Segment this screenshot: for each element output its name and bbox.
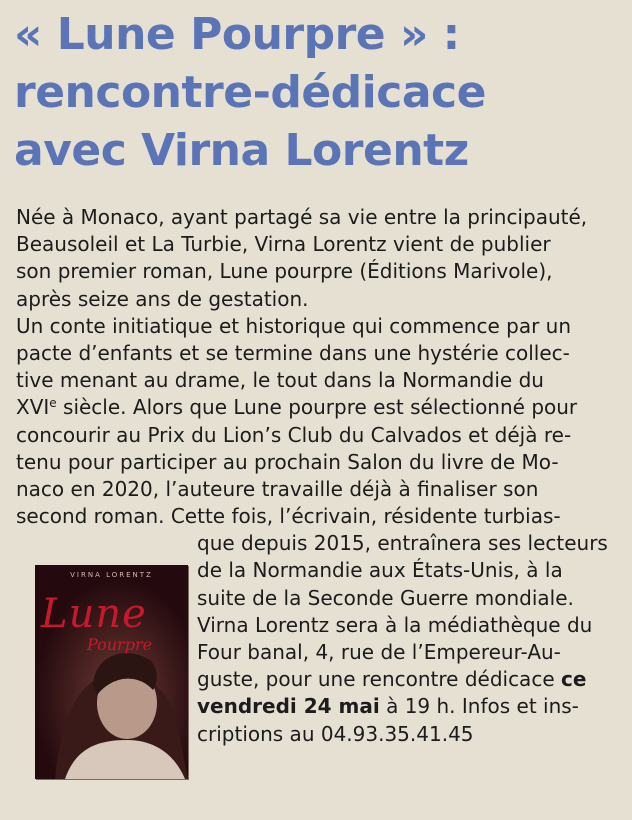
body-line-6: pacte d’enfants et se termine dans une hystérie collec-: [16, 340, 570, 365]
headline-line-1: « Lune Pourpre » :: [14, 9, 460, 60]
headline: [14, 6, 624, 180]
body-line-7: tive menant au drame, le tout dans la Normandie du: [16, 368, 544, 393]
body-line-17: Four banal, 4, rue de l’Empereur-Au-: [197, 640, 561, 664]
body-line-20: criptions au 04.93.35.41.45: [197, 721, 474, 746]
headline-line-2: rencontre-dédicace: [14, 67, 486, 118]
book-cover-image: [35, 565, 188, 779]
body-line-16: Virna Lorentz sera à la médiathèque du: [197, 612, 593, 637]
body-line-10: tenu pour participer au prochain Salon du livre de Mo-: [16, 449, 559, 474]
body-line-5: Un conte initiatique et historique qui commence par un: [16, 313, 572, 338]
body-line-9: concourir au Prix du Lion’s Club du Calvados et déjà re-: [16, 422, 572, 447]
body-line-12: second roman. Cette fois, l’écrivain, résidente turbias-: [16, 504, 561, 529]
body-line-11: naco en 2020, l’auteure travaille déjà à finaliser son: [16, 476, 539, 501]
cover-title: Lune: [41, 591, 147, 637]
cover-author: VIRNA LORENTZ: [70, 571, 153, 579]
body-line-8: [16, 394, 616, 421]
body-line-13: que depuis 2015, entraînera ses lecteurs: [197, 531, 608, 556]
body-line-3: son premier roman, Lune pourpre (Éditions Marivole),: [16, 259, 553, 284]
body-line-4: après seize ans de gestation.: [16, 286, 309, 311]
headline-line-3: avec Virna Lorentz: [14, 125, 469, 176]
body-line-2: Beausoleil et La Turbie, Virna Lorentz vient de publier: [16, 232, 551, 257]
body-line-15: suite de la Seconde Guerre mondiale.: [197, 585, 574, 610]
event-date-highlight: vendredi 24 mai: [197, 694, 380, 719]
century-superscript: e: [49, 396, 57, 411]
body-line-19-text: à 19 h. Infos et ins-: [379, 694, 579, 719]
event-day-highlight: ce: [560, 667, 587, 692]
cover-subtitle: Pourpre: [87, 635, 153, 654]
century-numeral: XVI: [16, 395, 50, 420]
body-line-18-text: guste, pour une rencontre dédicace: [197, 667, 561, 692]
body-line-8-rest: siècle. Alors que Lune pourpre est sélectionné pour: [56, 395, 578, 420]
body-line-14: de la Normandie aux États-Unis, à la: [197, 558, 563, 583]
body-line-1: Née à Monaco, ayant partagé sa vie entre la principauté,: [16, 205, 588, 229]
